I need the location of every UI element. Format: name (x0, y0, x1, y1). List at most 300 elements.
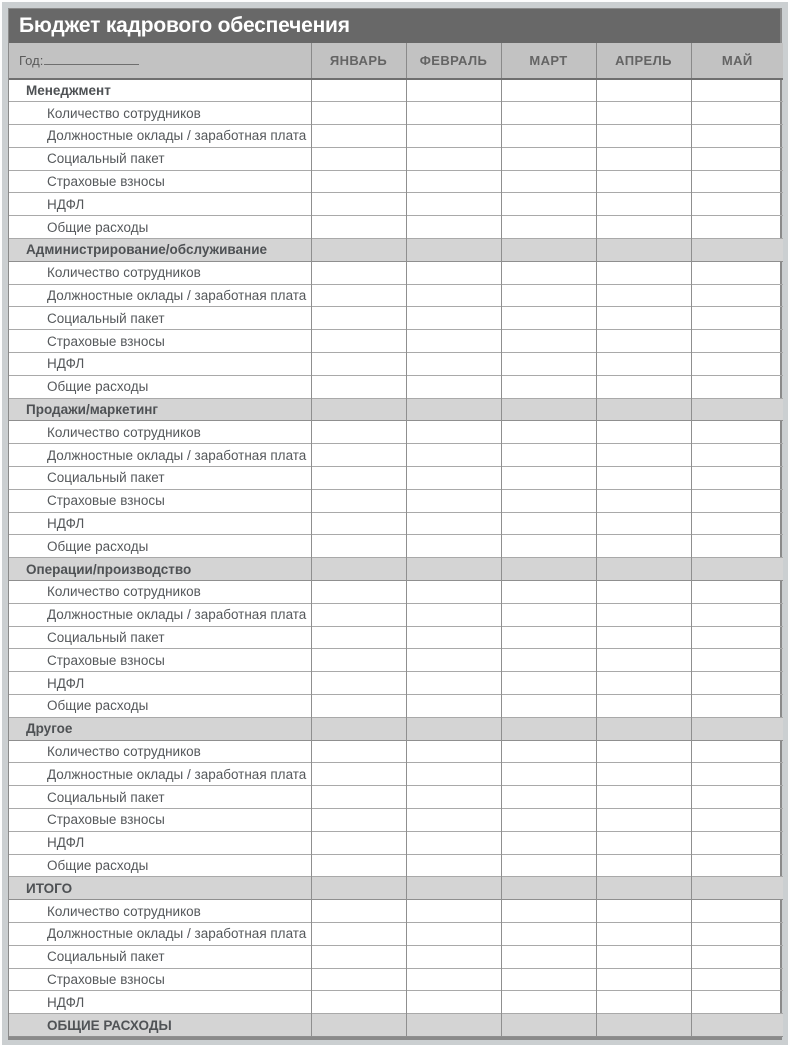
budget-cell (691, 581, 783, 604)
line-item-row (9, 170, 783, 193)
budget-cell (311, 330, 406, 353)
year-field (9, 43, 311, 79)
budget-cell (406, 603, 501, 626)
budget-cell (501, 649, 596, 672)
budget-cell (501, 125, 596, 148)
line-item-label: НДФЛ (47, 516, 85, 532)
budget-cell (691, 307, 783, 330)
budget-cell (691, 147, 783, 170)
budget-cell (691, 809, 783, 832)
budget-cell (501, 672, 596, 695)
budget-cell (596, 626, 691, 649)
budget-cell (406, 147, 501, 170)
line-item-row (9, 649, 783, 672)
budget-cell (406, 558, 501, 581)
budget-cell (311, 398, 406, 421)
budget-cell (596, 991, 691, 1014)
budget-cell (311, 581, 406, 604)
section-header-row (9, 398, 783, 421)
line-item-row (9, 740, 783, 763)
budget-cell (596, 854, 691, 877)
line-item-label: Общие расходы (47, 379, 149, 395)
budget-cell (311, 284, 406, 307)
budget-cell (501, 467, 596, 490)
budget-cell (691, 922, 783, 945)
budget-cell (691, 603, 783, 626)
budget-cell (311, 740, 406, 763)
section-label: Менеджмент (26, 83, 111, 99)
budget-cell (311, 375, 406, 398)
budget-cell (596, 398, 691, 421)
budget-cell (596, 375, 691, 398)
line-item-label: НДФЛ (47, 675, 85, 691)
budget-cell (501, 79, 596, 102)
line-item-label: Социальный пакет (47, 789, 165, 805)
line-item-row (9, 968, 783, 991)
budget-cell (406, 284, 501, 307)
budget-cell (311, 831, 406, 854)
column-header-row (9, 43, 783, 79)
budget-cell (311, 216, 406, 239)
budget-cell (596, 512, 691, 535)
budget-cell (596, 877, 691, 900)
budget-cell (501, 945, 596, 968)
line-item-row (9, 581, 783, 604)
line-item-label: Страховые взносы (47, 812, 165, 828)
line-item-label: Страховые взносы (47, 174, 165, 190)
budget-cell (501, 147, 596, 170)
budget-cell (691, 467, 783, 490)
budget-cell (311, 125, 406, 148)
budget-cell (501, 512, 596, 535)
budget-cell (406, 535, 501, 558)
column-header-may: МАЙ (691, 43, 783, 79)
budget-cell (311, 672, 406, 695)
budget-cell (596, 170, 691, 193)
line-item-row (9, 307, 783, 330)
budget-cell (691, 79, 783, 102)
budget-cell (406, 444, 501, 467)
budget-cell (596, 125, 691, 148)
budget-cell (596, 421, 691, 444)
budget-cell (501, 991, 596, 1014)
budget-cell (406, 877, 501, 900)
budget-cell (311, 535, 406, 558)
budget-cell (311, 558, 406, 581)
budget-cell (501, 922, 596, 945)
budget-cell (501, 398, 596, 421)
budget-cell (691, 558, 783, 581)
budget-cell (406, 421, 501, 444)
budget-cell (691, 193, 783, 216)
budget-cell (691, 626, 783, 649)
line-item-row (9, 945, 783, 968)
line-item-label: Количество сотрудников (47, 265, 201, 281)
budget-cell (311, 854, 406, 877)
budget-cell (501, 216, 596, 239)
budget-cell (311, 444, 406, 467)
budget-cell (501, 877, 596, 900)
budget-sheet (8, 8, 782, 1040)
line-item-label: Общие расходы (47, 857, 149, 873)
budget-cell (596, 284, 691, 307)
budget-cell (406, 102, 501, 125)
line-item-row (9, 261, 783, 284)
budget-cell (501, 740, 596, 763)
budget-cell (691, 740, 783, 763)
budget-cell (311, 239, 406, 262)
budget-cell (311, 79, 406, 102)
budget-cell (596, 147, 691, 170)
line-item-label: НДФЛ (47, 356, 85, 372)
line-item-label: Количество сотрудников (47, 584, 201, 600)
budget-cell (311, 968, 406, 991)
budget-cell (691, 535, 783, 558)
budget-cell (406, 854, 501, 877)
line-item-label: Общие расходы (47, 219, 149, 235)
budget-cell (596, 717, 691, 740)
budget-cell (406, 467, 501, 490)
budget-cell (406, 170, 501, 193)
budget-cell (691, 672, 783, 695)
budget-cell (596, 444, 691, 467)
budget-cell (406, 216, 501, 239)
budget-cell (501, 444, 596, 467)
budget-cell (311, 945, 406, 968)
budget-cell (501, 809, 596, 832)
budget-cell (501, 581, 596, 604)
budget-cell (406, 968, 501, 991)
budget-cell (406, 489, 501, 512)
budget-cell (501, 102, 596, 125)
budget-cell (406, 809, 501, 832)
section-header-row (9, 239, 783, 262)
line-item-row (9, 353, 783, 376)
budget-cell (691, 831, 783, 854)
line-item-label: Количество сотрудников (47, 424, 201, 440)
budget-cell (596, 809, 691, 832)
line-item-row (9, 330, 783, 353)
budget-cell (691, 968, 783, 991)
line-item-row (9, 603, 783, 626)
budget-cell (691, 239, 783, 262)
budget-cell (406, 79, 501, 102)
budget-cell (691, 375, 783, 398)
budget-cell (406, 786, 501, 809)
line-item-label: Общие расходы (47, 698, 149, 714)
budget-cell (596, 672, 691, 695)
budget-cell (501, 900, 596, 923)
line-item-row (9, 900, 783, 923)
budget-cell (596, 307, 691, 330)
line-item-row (9, 854, 783, 877)
budget-cell (691, 330, 783, 353)
section-header-row (9, 79, 783, 102)
budget-cell (311, 421, 406, 444)
budget-cell (501, 717, 596, 740)
budget-cell (311, 489, 406, 512)
budget-cell (596, 467, 691, 490)
section-header-row (9, 558, 783, 581)
budget-cell (406, 945, 501, 968)
section-label: Продажи/маркетинг (26, 402, 159, 418)
line-item-row (9, 489, 783, 512)
budget-cell (691, 284, 783, 307)
budget-cell (596, 558, 691, 581)
budget-cell (311, 147, 406, 170)
budget-cell (311, 170, 406, 193)
budget-cell (596, 330, 691, 353)
budget-cell (596, 193, 691, 216)
budget-cell (311, 102, 406, 125)
budget-cell (406, 581, 501, 604)
line-item-label: Должностные оклады / заработная плата (47, 128, 307, 144)
line-item-row (9, 102, 783, 125)
section-label: Администрирование/обслуживание (26, 242, 268, 258)
budget-cell (501, 330, 596, 353)
budget-cell (501, 786, 596, 809)
line-item-label: Должностные оклады / заработная плата (47, 766, 307, 782)
line-item-row (9, 216, 783, 239)
budget-cell (596, 695, 691, 718)
budget-cell (311, 467, 406, 490)
budget-cell (311, 307, 406, 330)
budget-cell (406, 375, 501, 398)
budget-cell (691, 170, 783, 193)
budget-cell (501, 170, 596, 193)
budget-cell (406, 672, 501, 695)
budget-cell (501, 626, 596, 649)
line-item-label: Количество сотрудников (47, 903, 201, 919)
line-item-row (9, 763, 783, 786)
line-item-label: Социальный пакет (47, 310, 165, 326)
budget-cell (501, 421, 596, 444)
budget-cell (501, 558, 596, 581)
budget-cell (596, 79, 691, 102)
line-item-label: Страховые взносы (47, 652, 165, 668)
line-item-label: Социальный пакет (47, 949, 165, 965)
budget-cell (596, 786, 691, 809)
line-item-row (9, 467, 783, 490)
budget-cell (596, 968, 691, 991)
section-label: ИТОГО (26, 880, 73, 896)
line-item-label: Страховые взносы (47, 333, 165, 349)
budget-cell (691, 102, 783, 125)
budget-cell (406, 695, 501, 718)
budget-cell (501, 375, 596, 398)
line-item-label: НДФЛ (47, 196, 85, 212)
budget-cell (501, 854, 596, 877)
budget-cell (311, 1014, 406, 1037)
line-item-row (9, 991, 783, 1014)
budget-cell (501, 193, 596, 216)
budget-cell (691, 444, 783, 467)
budget-cell (311, 877, 406, 900)
budget-cell (596, 763, 691, 786)
budget-cell (596, 353, 691, 376)
budget-cell (406, 125, 501, 148)
budget-cell (691, 216, 783, 239)
grand-total-row (9, 1014, 783, 1037)
budget-cell (596, 649, 691, 672)
budget-cell (406, 330, 501, 353)
budget-cell (501, 695, 596, 718)
line-item-row (9, 284, 783, 307)
line-item-row (9, 125, 783, 148)
budget-cell (406, 512, 501, 535)
section-label: Операции/производство (26, 561, 192, 577)
budget-cell (596, 831, 691, 854)
budget-cell (311, 991, 406, 1014)
line-item-label: Должностные оклады / заработная плата (47, 926, 307, 942)
budget-cell (501, 535, 596, 558)
budget-cell (311, 626, 406, 649)
budget-cell (406, 239, 501, 262)
budget-cell (311, 763, 406, 786)
column-header-january: ЯНВАРЬ (311, 43, 406, 79)
budget-cell (596, 740, 691, 763)
budget-cell (311, 900, 406, 923)
line-item-row (9, 421, 783, 444)
budget-cell (691, 125, 783, 148)
line-item-label: Социальный пакет (47, 151, 165, 167)
budget-cell (691, 717, 783, 740)
budget-cell (596, 261, 691, 284)
budget-cell (406, 307, 501, 330)
budget-table (9, 43, 783, 1037)
line-item-label: Должностные оклады / заработная плата (47, 288, 307, 304)
sheet-title: Бюджет кадрового обеспечения (9, 9, 780, 43)
budget-cell (406, 717, 501, 740)
line-item-label: Страховые взносы (47, 493, 165, 509)
section-label: Другое (26, 721, 73, 737)
line-item-row (9, 831, 783, 854)
budget-cell (501, 763, 596, 786)
budget-cell (406, 649, 501, 672)
budget-cell (311, 649, 406, 672)
line-item-row (9, 535, 783, 558)
budget-cell (596, 489, 691, 512)
line-item-label: Общие расходы (47, 538, 149, 554)
budget-cell (501, 603, 596, 626)
budget-cell (691, 261, 783, 284)
budget-cell (596, 603, 691, 626)
line-item-label: Должностные оклады / заработная плата (47, 447, 307, 463)
line-item-row (9, 444, 783, 467)
budget-cell (501, 307, 596, 330)
budget-cell (596, 535, 691, 558)
budget-cell (406, 353, 501, 376)
line-item-label: НДФЛ (47, 835, 85, 851)
budget-cell (311, 353, 406, 376)
line-item-label: Количество сотрудников (47, 744, 201, 759)
line-item-row (9, 695, 783, 718)
budget-cell (596, 102, 691, 125)
line-item-label: Количество сотрудников (47, 105, 201, 121)
budget-cell (311, 695, 406, 718)
budget-cell (691, 512, 783, 535)
budget-cell (691, 649, 783, 672)
line-item-row (9, 626, 783, 649)
budget-cell (691, 695, 783, 718)
budget-cell (406, 763, 501, 786)
budget-cell (406, 831, 501, 854)
line-item-row (9, 922, 783, 945)
budget-cell (311, 717, 406, 740)
budget-cell (311, 809, 406, 832)
budget-cell (691, 991, 783, 1014)
budget-cell (406, 1014, 501, 1037)
line-item-label: Социальный пакет (47, 630, 165, 646)
budget-cell (691, 854, 783, 877)
budget-cell (501, 239, 596, 262)
budget-cell (596, 216, 691, 239)
budget-cell (596, 239, 691, 262)
line-item-row (9, 786, 783, 809)
budget-cell (501, 831, 596, 854)
line-item-row (9, 809, 783, 832)
budget-cell (691, 489, 783, 512)
budget-cell (311, 922, 406, 945)
grand-total-label: ОБЩИЕ РАСХОДЫ (47, 1017, 172, 1033)
budget-cell (691, 398, 783, 421)
budget-cell (311, 786, 406, 809)
budget-cell (406, 900, 501, 923)
budget-cell (406, 261, 501, 284)
budget-cell (501, 968, 596, 991)
budget-cell (596, 945, 691, 968)
budget-cell (311, 261, 406, 284)
line-item-row (9, 147, 783, 170)
line-item-label: Социальный пакет (47, 470, 165, 486)
budget-cell (406, 740, 501, 763)
budget-cell (596, 900, 691, 923)
line-item-label: Страховые взносы (47, 971, 165, 987)
budget-cell (691, 900, 783, 923)
year-blank-line (44, 54, 139, 65)
budget-cell (596, 581, 691, 604)
budget-cell (311, 193, 406, 216)
budget-cell (406, 922, 501, 945)
section-header-row (9, 717, 783, 740)
budget-cell (596, 1014, 691, 1037)
budget-cell (501, 261, 596, 284)
column-header-march: МАРТ (501, 43, 596, 79)
budget-cell (691, 763, 783, 786)
budget-cell (691, 1014, 783, 1037)
budget-cell (406, 991, 501, 1014)
budget-cell (501, 1014, 596, 1037)
budget-cell (691, 353, 783, 376)
line-item-row (9, 193, 783, 216)
budget-cell (311, 603, 406, 626)
budget-cell (691, 421, 783, 444)
budget-cell (691, 786, 783, 809)
budget-cell (311, 512, 406, 535)
line-item-label: Должностные оклады / заработная плата (47, 607, 307, 623)
budget-cell (406, 193, 501, 216)
column-header-february: ФЕВРАЛЬ (406, 43, 501, 79)
line-item-label: НДФЛ (47, 994, 85, 1010)
budget-table-body (9, 79, 783, 1036)
column-header-april: АПРЕЛЬ (596, 43, 691, 79)
line-item-row (9, 512, 783, 535)
budget-cell (691, 945, 783, 968)
budget-cell (406, 626, 501, 649)
budget-cell (501, 489, 596, 512)
budget-cell (406, 398, 501, 421)
year-label: Год: (19, 53, 44, 68)
